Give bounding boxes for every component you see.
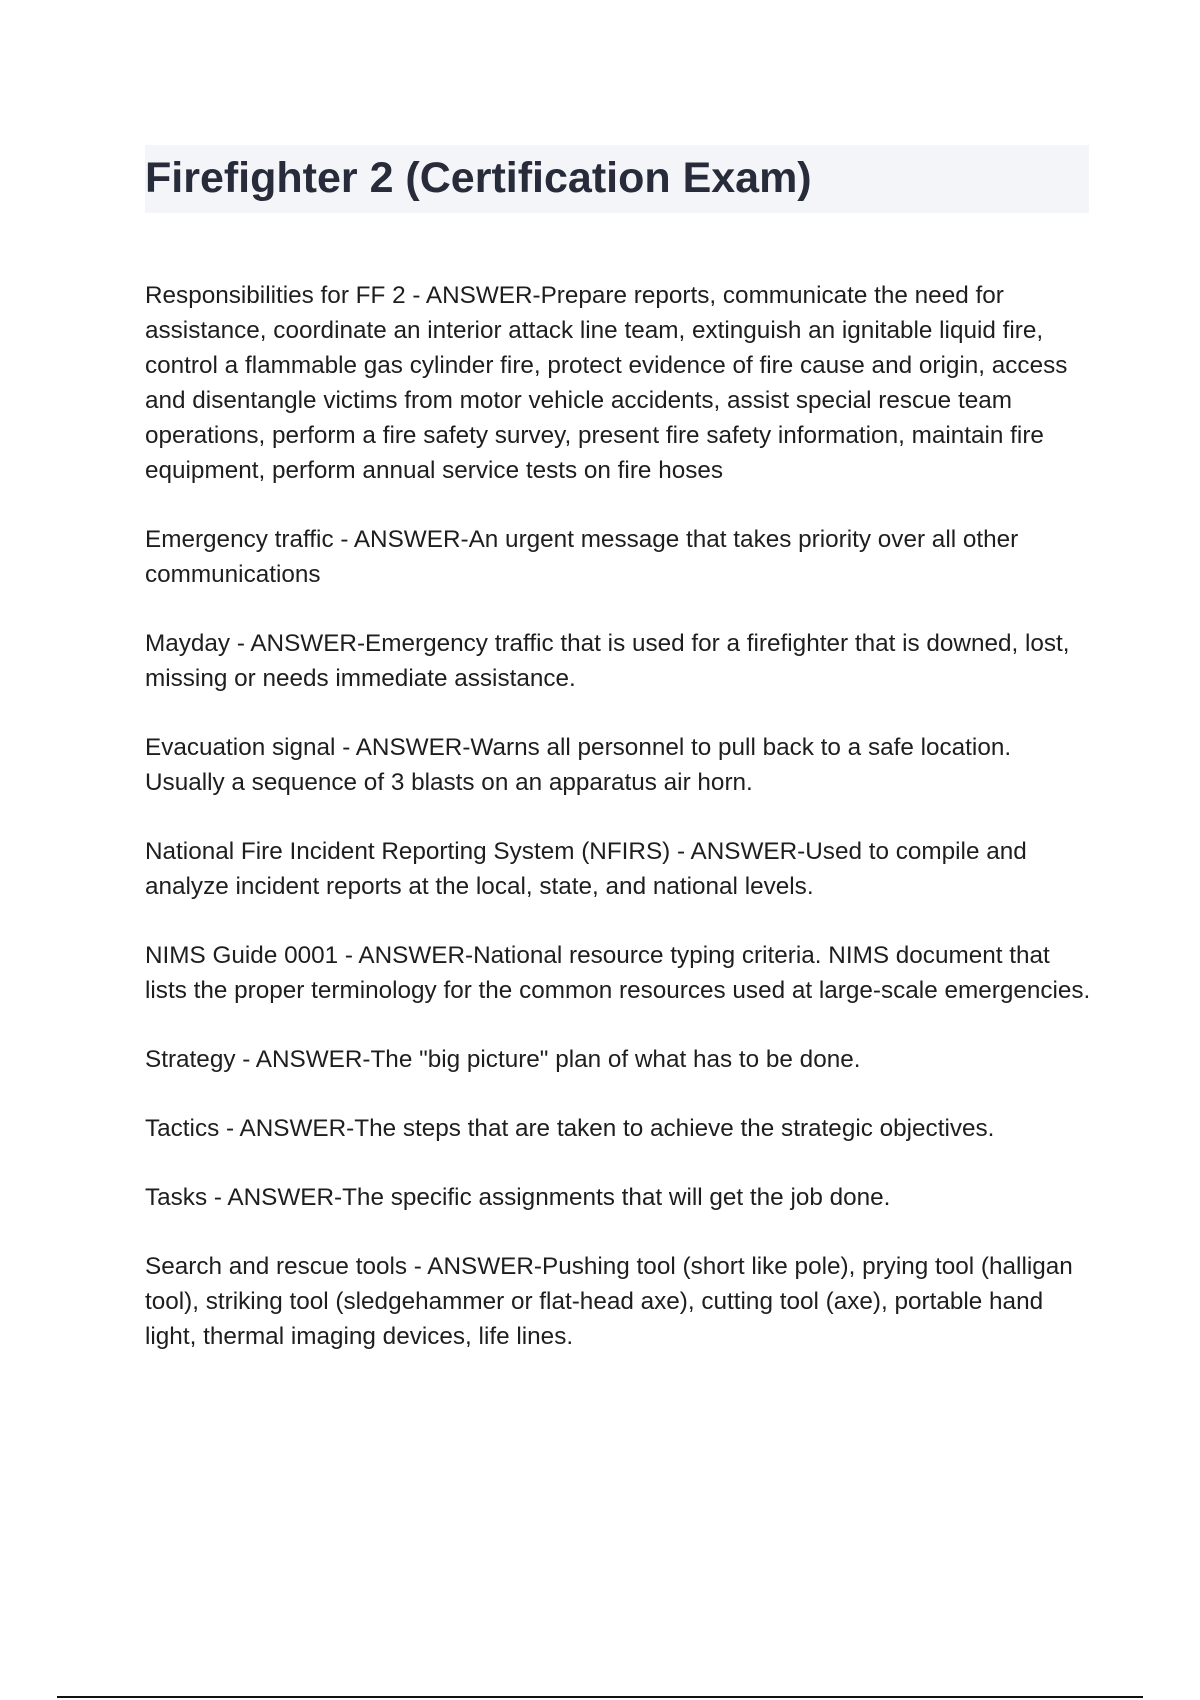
qa-entry-responsibilities: Responsibilities for FF 2 - ANSWER-Prepare reports, communicate the need for assistance, coordinate an interior attack line team, extinguish an ignitable liquid fire, control a flammable gas cylinder fire, protect evidence of fire cause and origin, access and disentangle victims from motor vehicle accidents, assist special rescue team operations, perform a fire safety survey, present fire safety information, maintain fire equipment, perform annual service tests on fire hoses (145, 282, 1068, 484)
qa-entry-search-rescue-tools: Search and rescue tools - ANSWER-Pushing tool (short like pole), prying tool (halligan tool), striking tool (sledgehammer or flat-head axe), cutting tool (axe), portable hand light, thermal imaging devices, life lines. (145, 1253, 1073, 1350)
footer-divider (57, 1696, 1143, 1698)
qa-list (145, 278, 1095, 1388)
qa-entry-mayday: Mayday - ANSWER-Emergency traffic that is used for a firefighter that is downed, lost, missing or needs immediate assistance. (145, 630, 1070, 692)
qa-entry-strategy: Strategy - ANSWER-The "big picture" plan of what has to be done. (145, 1046, 861, 1073)
qa-entry-evacuation-signal: Evacuation signal - ANSWER-Warns all personnel to pull back to a safe location. Usually a sequence of 3 blasts on an apparatus air horn. (145, 734, 1012, 796)
qa-entry-tactics: Tactics - ANSWER-The steps that are taken to achieve the strategic objectives. (145, 1115, 995, 1142)
qa-entry-emergency-traffic: Emergency traffic - ANSWER-An urgent message that takes priority over all other communications (145, 526, 1019, 588)
qa-entry-tasks: Tasks - ANSWER-The specific assignments that will get the job done. (145, 1184, 891, 1211)
title-banner (145, 145, 1089, 213)
page-title: Firefighter 2 (Certification Exam) (145, 154, 812, 202)
qa-entry-nfirs: National Fire Incident Reporting System (NFIRS) - ANSWER-Used to compile and analyze incident reports at the local, state, and national levels. (145, 838, 1027, 900)
qa-entry-nims-guide: NIMS Guide 0001 - ANSWER-National resource typing criteria. NIMS document that lists the proper terminology for the common resources used at large-scale emergencies. (145, 942, 1091, 1004)
